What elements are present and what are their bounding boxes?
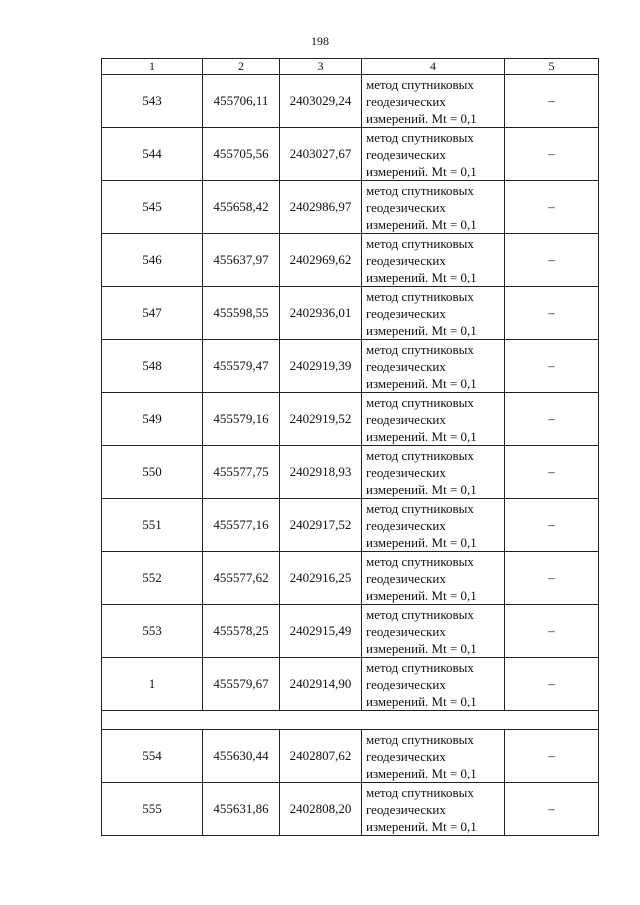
header-cell-1: 1 [102, 59, 203, 75]
x-coordinate-cell: 455579,67 [203, 658, 280, 711]
method-cell [362, 552, 505, 605]
method-text-line: геодезических [366, 358, 446, 374]
table-row [102, 783, 599, 836]
method-text-line: геодезических [366, 93, 446, 109]
method-cell [362, 181, 505, 234]
method-cell [362, 393, 505, 446]
note-cell: – [505, 552, 599, 605]
note-cell: – [505, 446, 599, 499]
note-cell: – [505, 181, 599, 234]
method-text-line: измерений. Mt = 0,1 [366, 322, 477, 338]
method-text-line: измерений. Mt = 0,1 [366, 640, 477, 656]
method-text-line: метод спутниковых [366, 447, 474, 463]
method-text-line: метод спутниковых [366, 288, 474, 304]
method-text-line: метод спутниковых [366, 341, 474, 357]
coordinates-table [101, 58, 599, 836]
point-number-cell: 552 [102, 552, 203, 605]
note-cell: – [505, 658, 599, 711]
method-text-line: измерений. Mt = 0,1 [366, 693, 477, 709]
method-text-line: измерений. Mt = 0,1 [366, 110, 477, 126]
method-text-line: геодезических [366, 199, 446, 215]
x-coordinate-cell: 455705,56 [203, 128, 280, 181]
page-number: 198 [311, 34, 329, 48]
method-text-line: геодезических [366, 801, 446, 817]
table-row [102, 234, 599, 287]
method-text-line: геодезических [366, 411, 446, 427]
method-text-line: метод спутниковых [366, 553, 474, 569]
method-cell [362, 340, 505, 393]
table-row [102, 340, 599, 393]
table-row [102, 287, 599, 340]
table-row [102, 181, 599, 234]
method-text-line: метод спутниковых [366, 606, 474, 622]
method-cell [362, 605, 505, 658]
table-row [102, 128, 599, 181]
method-cell [362, 234, 505, 287]
coordinates-table-body [102, 59, 599, 836]
method-text-line: измерений. Mt = 0,1 [366, 481, 477, 497]
note-cell: – [505, 340, 599, 393]
method-text-line: измерений. Mt = 0,1 [366, 587, 477, 603]
table-row [102, 552, 599, 605]
y-coordinate-cell: 2402919,52 [280, 393, 362, 446]
point-number-cell: 555 [102, 783, 203, 836]
table-row [102, 605, 599, 658]
x-coordinate-cell: 455598,55 [203, 287, 280, 340]
method-text-line: метод спутниковых [366, 182, 474, 198]
method-text-line: метод спутниковых [366, 659, 474, 675]
y-coordinate-cell: 2402969,62 [280, 234, 362, 287]
point-number-cell: 554 [102, 730, 203, 783]
point-number-cell: 547 [102, 287, 203, 340]
point-number-cell: 544 [102, 128, 203, 181]
y-coordinate-cell: 2402914,90 [280, 658, 362, 711]
method-text-line: измерений. Mt = 0,1 [366, 534, 477, 550]
table-gap-cell [102, 711, 599, 730]
point-number-cell: 545 [102, 181, 203, 234]
note-cell: – [505, 499, 599, 552]
method-cell [362, 658, 505, 711]
y-coordinate-cell: 2403027,67 [280, 128, 362, 181]
method-text-line: геодезических [366, 464, 446, 480]
note-cell: – [505, 730, 599, 783]
x-coordinate-cell: 455578,25 [203, 605, 280, 658]
x-coordinate-cell: 455577,16 [203, 499, 280, 552]
method-text-line: измерений. Mt = 0,1 [366, 765, 477, 781]
method-text-line: измерений. Mt = 0,1 [366, 269, 477, 285]
x-coordinate-cell: 455630,44 [203, 730, 280, 783]
method-cell [362, 75, 505, 128]
note-cell: – [505, 783, 599, 836]
table-row [102, 658, 599, 711]
x-coordinate-cell: 455658,42 [203, 181, 280, 234]
y-coordinate-cell: 2403029,24 [280, 75, 362, 128]
y-coordinate-cell: 2402986,97 [280, 181, 362, 234]
y-coordinate-cell: 2402936,01 [280, 287, 362, 340]
method-text-line: геодезических [366, 517, 446, 533]
point-number-cell: 548 [102, 340, 203, 393]
x-coordinate-cell: 455577,62 [203, 552, 280, 605]
method-text-line: метод спутниковых [366, 394, 474, 410]
method-cell [362, 446, 505, 499]
method-text-line: измерений. Mt = 0,1 [366, 163, 477, 179]
header-cell-4: 4 [362, 59, 505, 75]
method-text-line: геодезических [366, 748, 446, 764]
y-coordinate-cell: 2402807,62 [280, 730, 362, 783]
point-number-cell: 553 [102, 605, 203, 658]
method-cell [362, 783, 505, 836]
method-text-line: метод спутниковых [366, 731, 474, 747]
method-text-line: метод спутниковых [366, 129, 474, 145]
method-text-line: измерений. Mt = 0,1 [366, 375, 477, 391]
y-coordinate-cell: 2402808,20 [280, 783, 362, 836]
method-text-line: метод спутниковых [366, 500, 474, 516]
point-number-cell: 550 [102, 446, 203, 499]
method-text-line: геодезических [366, 146, 446, 162]
x-coordinate-cell: 455706,11 [203, 75, 280, 128]
x-coordinate-cell: 455631,86 [203, 783, 280, 836]
method-text-line: геодезических [366, 676, 446, 692]
table-row [102, 446, 599, 499]
x-coordinate-cell: 455579,16 [203, 393, 280, 446]
method-text-line: геодезических [366, 623, 446, 639]
header-cell-3: 3 [280, 59, 362, 75]
method-cell [362, 128, 505, 181]
point-number-cell: 543 [102, 75, 203, 128]
table-row [102, 393, 599, 446]
method-text-line: геодезических [366, 305, 446, 321]
y-coordinate-cell: 2402919,39 [280, 340, 362, 393]
x-coordinate-cell: 455577,75 [203, 446, 280, 499]
note-cell: – [505, 393, 599, 446]
header-row [102, 59, 599, 75]
point-number-cell: 551 [102, 499, 203, 552]
note-cell: – [505, 128, 599, 181]
point-number-cell: 549 [102, 393, 203, 446]
y-coordinate-cell: 2402916,25 [280, 552, 362, 605]
x-coordinate-cell: 455579,47 [203, 340, 280, 393]
method-text-line: геодезических [366, 570, 446, 586]
method-text-line: метод спутниковых [366, 784, 474, 800]
note-cell: – [505, 75, 599, 128]
y-coordinate-cell: 2402917,52 [280, 499, 362, 552]
header-cell-5: 5 [505, 59, 599, 75]
note-cell: – [505, 605, 599, 658]
method-text-line: измерений. Mt = 0,1 [366, 428, 477, 444]
table-row [102, 730, 599, 783]
method-cell [362, 287, 505, 340]
method-cell [362, 730, 505, 783]
method-text-line: метод спутниковых [366, 235, 474, 251]
header-cell-2: 2 [203, 59, 280, 75]
method-text-line: метод спутниковых [366, 76, 474, 92]
table-row [102, 499, 599, 552]
table-gap-row [102, 711, 599, 730]
y-coordinate-cell: 2402915,49 [280, 605, 362, 658]
point-number-cell: 1 [102, 658, 203, 711]
method-text-line: измерений. Mt = 0,1 [366, 818, 477, 834]
method-text-line: геодезических [366, 252, 446, 268]
method-text-line: измерений. Mt = 0,1 [366, 216, 477, 232]
point-number-cell: 546 [102, 234, 203, 287]
note-cell: – [505, 234, 599, 287]
note-cell: – [505, 287, 599, 340]
y-coordinate-cell: 2402918,93 [280, 446, 362, 499]
method-cell [362, 499, 505, 552]
x-coordinate-cell: 455637,97 [203, 234, 280, 287]
table-row [102, 75, 599, 128]
